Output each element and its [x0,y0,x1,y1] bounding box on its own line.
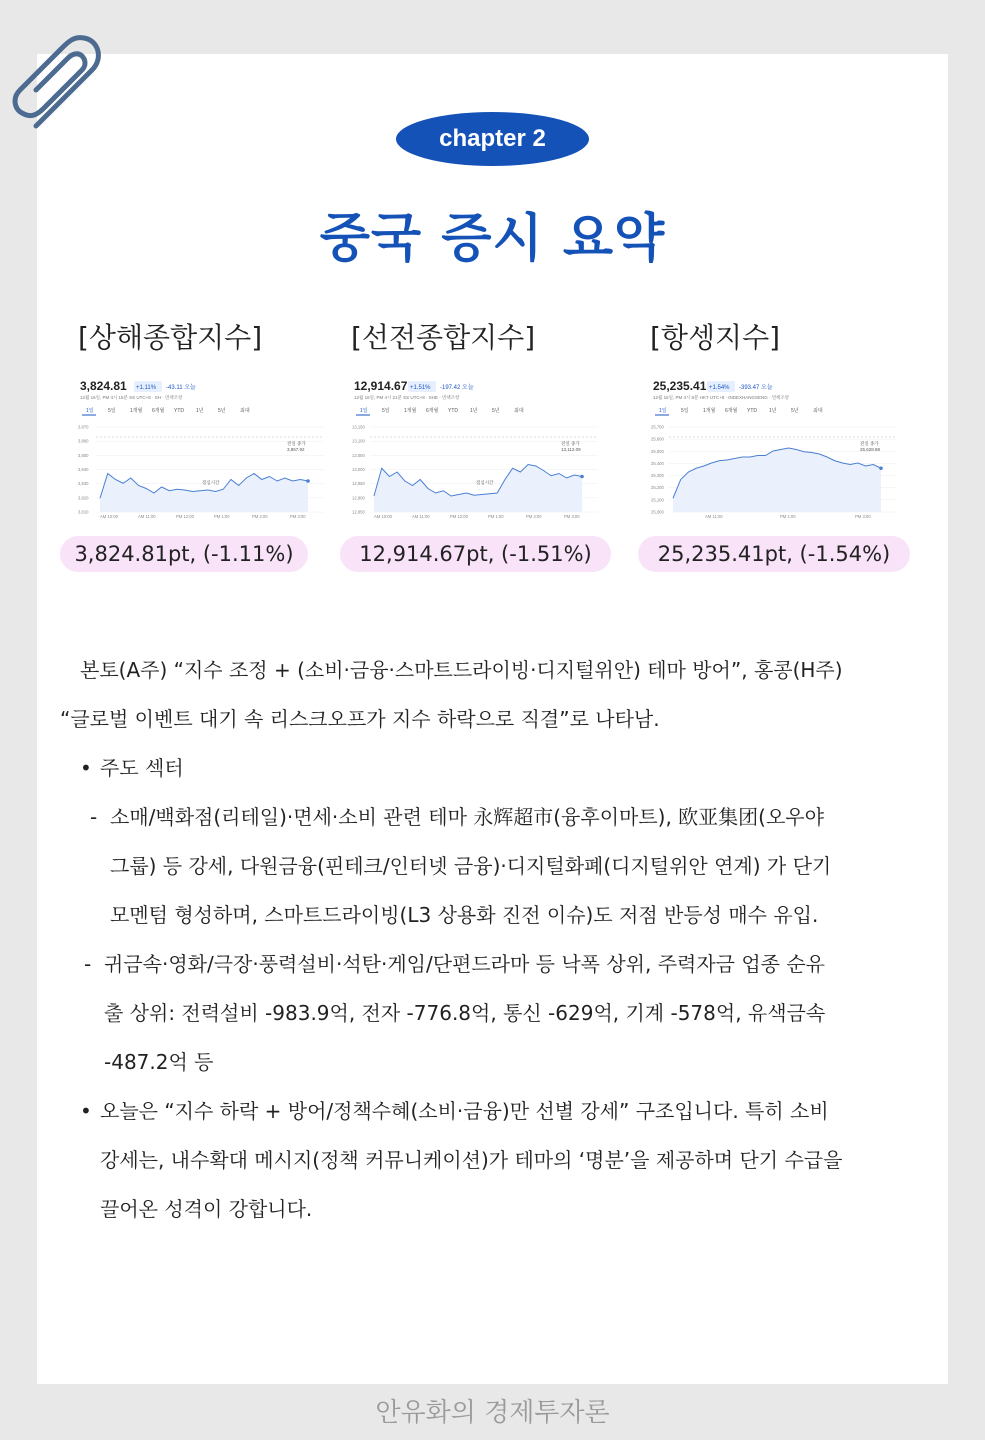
y-tick-label: 3,840 [78,467,89,472]
x-tick-label: PM 1:00 [488,514,504,519]
price-current-dot [879,466,883,470]
price-area [374,465,582,513]
price-area [673,448,881,512]
range-tab: 5년 [492,408,500,414]
footer-author: 안유화의 경제투자론 [375,1398,610,1428]
x-tick-label: AM 11:00 [705,514,723,519]
x-tick-label: PM 2:00 [252,514,268,519]
range-tab: 6개월 [152,408,165,414]
x-tick-label: PM 12:00 [176,514,194,519]
y-tick-label: 13,150 [352,424,365,430]
y-tick-label: 3,850 [78,452,89,458]
dash-marker: - [84,952,92,976]
range-tab: 6개월 [725,408,738,414]
prev-close-value: 25,628.88 [860,447,881,452]
bullet-item [60,744,930,793]
price-current-dot [580,475,584,479]
y-tick-label: 25,700 [651,424,664,430]
x-tick-label: PM 3:00 [290,514,306,519]
range-tab: 1년 [196,408,204,414]
range-tab: 1일 [360,408,368,414]
bullet-item-continued: 강세는, 내수확대 메시지(정책 커뮤니케이션)가 테마의 ‘명분’을 제공하며 단기 수급을 [100,1148,843,1172]
range-tab: 1일 [86,408,94,414]
chart-change-pct: +1.54% [709,385,730,391]
paperclip-icon [6,30,110,134]
bullet-text: 오늘은 “지수 하락 + 방어/정책수혜(소비·금융)만 선별 강세” 구조입니다. 특히 소비 [100,1099,829,1123]
chart-shenzhen [346,372,606,522]
prev-close-label: 전일 종가 [860,441,879,446]
chart-change-pct: +1.51% [410,385,431,391]
range-tab: 5일 [108,408,116,414]
value-badge-shanghai: 3,824.81pt, (-1.11%) [60,536,308,572]
sub-item-continued: -487.2억 등 [104,1050,214,1074]
x-tick-label: PM 3:00 [564,514,580,519]
y-tick-label: 13,100 [352,438,365,444]
value-badge-shenzhen: 12,914.67pt, (-1.51%) [340,536,611,572]
range-tab: 최대 [813,408,823,414]
range-tab: YTD [747,408,757,414]
x-tick-label: AM 11:00 [412,514,430,519]
y-tick-label: 25,100 [651,497,664,503]
range-tab: 5일 [382,408,390,414]
sub-item [60,793,930,842]
range-tab: 5년 [791,408,799,414]
x-tick-label: AM 10:00 [374,514,392,519]
chart-price: 12,914.67 [354,379,408,393]
sub-item-continued: 출 상위: 전력설비 -983.9억, 전자 -776.8억, 통신 -629억, 기계 -578억, 유색금속 [104,1001,826,1025]
value-badge-hangseng: 25,235.41pt, (-1.54%) [638,536,910,572]
x-tick-label: PM 1:00 [780,514,796,519]
lunch-break-label: 점심시간 [476,480,494,485]
intro-line: 본토(A주) “지수 조정 + (소비·금융·스마트드라이빙·디지털위안) 테마 방어”, 홍콩(H주) [80,658,843,682]
chart-hangseng [645,372,905,522]
sub-text: 소매/백화점(리테일)·면세·소비 관련 테마 永辉超市(융후이마트), 欧亚集团(오우야 [110,805,824,829]
sub-item [60,940,930,989]
chart-change-abs: -197.42 오늘 [440,385,474,391]
y-tick-label: 3,870 [78,424,89,430]
chart-subline: 12월 16일, PM 4시 8분 HKT UTC+8 · INDEXHANGSENG · 면책조항 [653,395,790,400]
range-tab: 1년 [769,408,777,414]
range-tab: 5년 [218,408,226,414]
range-tab: 1년 [470,408,478,414]
range-tab: YTD [174,408,184,414]
range-tab: 최대 [514,408,524,414]
x-tick-label: PM 12:00 [450,514,468,519]
index-title-hangseng: [항셍지수] [650,321,781,354]
x-tick-label: AM 10:00 [100,514,118,519]
y-tick-label: 13,000 [352,467,365,472]
chart-shanghai [72,372,332,522]
chart-subline: 12월 16일, PM 4시 21분 SS UTC+8 · SHE · 면책조항 [354,395,460,400]
dash-marker: - [90,805,98,829]
y-tick-label: 25,000 [651,509,664,515]
sub-item-continued: 그룹) 등 강세, 다원금융(핀테크/인터넷 금융)·디지털화폐(디지털위안 연계) 가 단기 [110,854,832,878]
range-tab: 1개월 [404,408,417,414]
bullet-dot: • [80,756,92,780]
index-title-shenzhen: [선전종합지수] [351,321,536,354]
y-tick-label: 25,300 [651,473,664,479]
bullet-item-continued: 끌어온 성격이 강합니다. [100,1197,313,1221]
sub-item-continued: 모멘텀 형성하며, 스마트드라이빙(L3 상용화 진전 이슈)도 저점 반등성 매수 유입. [110,903,819,927]
x-tick-label: PM 1:00 [214,514,230,519]
range-tab: 6개월 [426,408,439,414]
y-tick-label: 25,200 [651,485,664,491]
page-title: 중국 증시 요약 [319,209,666,269]
sub-text: 귀금속·영화/극장·풍력설비·석탄·게임/단편드라마 등 낙폭 상위, 주력자금 업종 순유 [104,952,825,976]
index-title-shanghai: [상해종합지수] [78,321,263,354]
chart-price: 25,235.41 [653,379,707,393]
x-tick-label: PM 3:00 [855,514,871,519]
x-tick-label: PM 2:00 [526,514,542,519]
range-tab: YTD [448,408,458,414]
summary-body [60,646,930,1234]
y-tick-label: 3,860 [78,438,89,444]
bullet-item [60,1087,930,1136]
chart-change-abs: -393.47 오늘 [739,385,773,391]
range-tab: 1일 [659,408,667,414]
chart-change-pct: +1.11% [136,385,157,391]
y-tick-label: 3,830 [78,481,89,487]
y-tick-label: 3,820 [78,495,89,501]
range-tab: 5일 [681,408,689,414]
y-tick-label: 12,850 [352,509,365,515]
y-tick-label: 12,950 [352,481,365,487]
lunch-break-label: 점심시간 [202,480,220,485]
price-current-dot [306,479,310,483]
y-tick-label: 25,400 [651,460,664,466]
chart-price: 3,824.81 [80,379,127,393]
range-tab: 1개월 [130,408,143,414]
prev-close-value: 3,867.92 [287,447,305,452]
intro-line: “글로벌 이벤트 대기 속 리스크오프가 지수 하락으로 직결”로 나타남. [60,707,660,731]
chart-change-abs: -43.11 오늘 [166,385,196,391]
chapter-badge: chapter 2 [396,112,589,166]
x-tick-label: AM 11:00 [138,514,156,519]
prev-close-label: 전일 종가 [287,441,306,446]
y-tick-label: 12,900 [352,495,365,501]
bullet-dot: • [80,1099,92,1123]
y-tick-label: 25,500 [651,448,664,454]
y-tick-label: 13,050 [352,452,365,458]
y-tick-label: 25,600 [651,436,664,442]
prev-close-label: 전일 종가 [561,441,580,446]
prev-close-value: 13,112.09 [561,447,581,452]
y-tick-label: 3,810 [78,509,89,515]
range-tab: 최대 [240,408,250,414]
bullet-text: 주도 섹터 [100,756,184,780]
chart-subline: 12월 16일, PM 4시 15분 SS UTC+8 · SH · 면책조항 [80,395,183,400]
range-tab: 1개월 [703,408,716,414]
